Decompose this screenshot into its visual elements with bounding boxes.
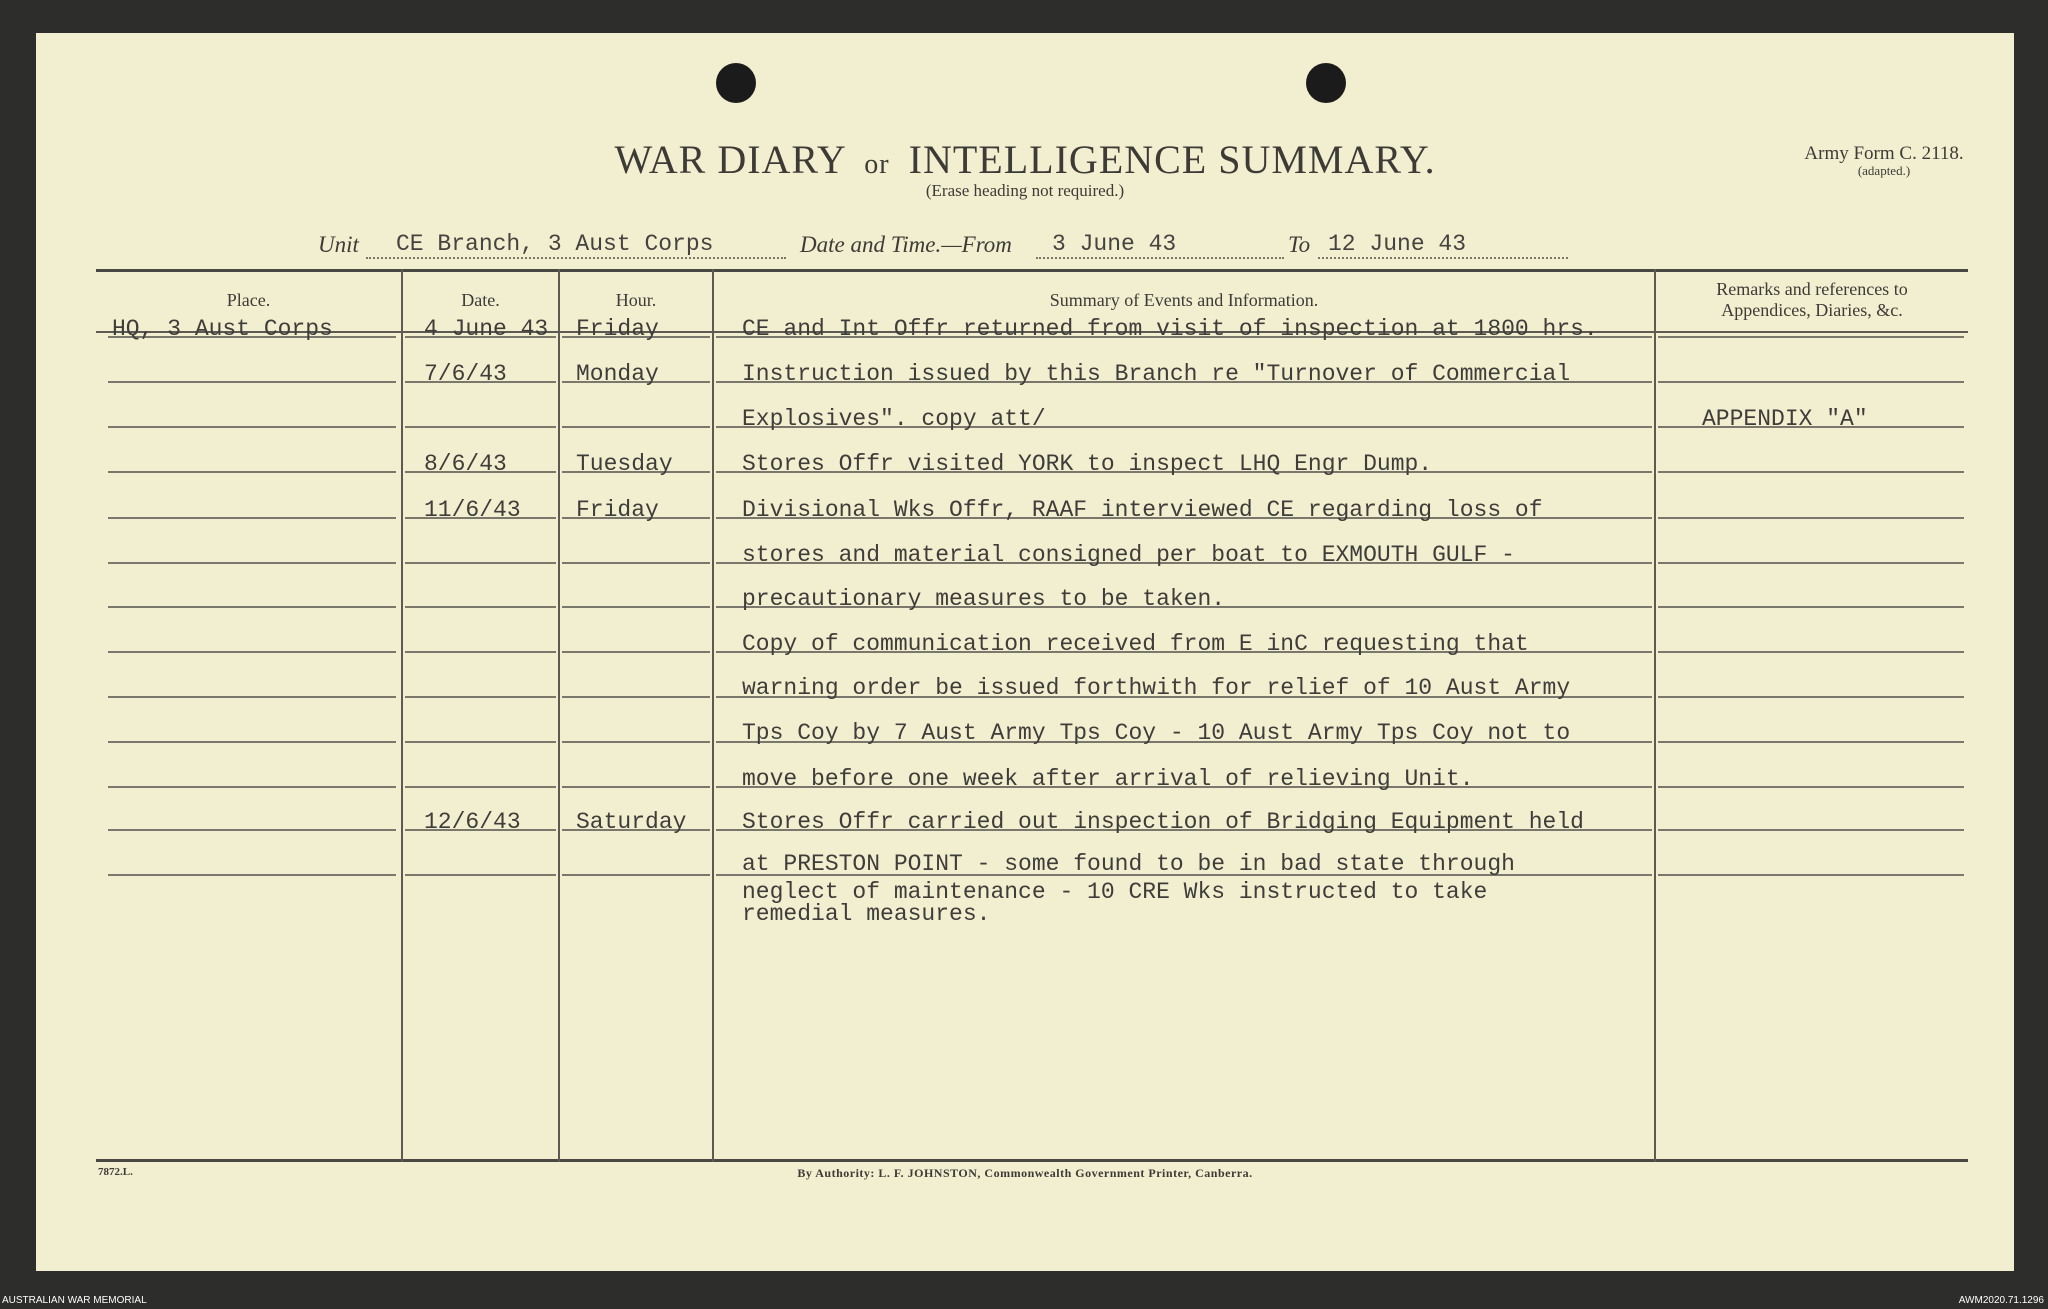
ruled-line bbox=[405, 651, 556, 653]
ruled-line bbox=[405, 606, 556, 608]
ruled-line bbox=[1658, 562, 1964, 564]
col-divider bbox=[401, 269, 403, 1162]
entry-summary: precautionary measures to be taken. bbox=[742, 586, 1226, 612]
col-header-place: Place. bbox=[226, 289, 271, 310]
ruled-line bbox=[108, 696, 396, 698]
ruled-line bbox=[108, 426, 396, 428]
col-divider bbox=[558, 269, 560, 1162]
ruled-line bbox=[108, 381, 396, 383]
entry-date: 7/6/43 bbox=[424, 361, 507, 387]
printer-authority: By Authority: L. F. JOHNSTON, Commonwealth Government Printer, Canberra. bbox=[797, 1166, 1253, 1180]
ruled-line bbox=[405, 696, 556, 698]
entry-summary: warning order be issued forthwith for relief of 10 Aust Army bbox=[742, 675, 1571, 701]
unit-label: Unit bbox=[318, 232, 359, 257]
entry-summary: CE and Int Offr returned from visit of inspection at 1800 hrs. bbox=[742, 316, 1598, 342]
archive-id: AWM2020.71.1296 bbox=[1958, 1295, 2044, 1306]
ruled-line bbox=[405, 786, 556, 788]
entry-summary: Divisional Wks Offr, RAAF interviewed CE regarding loss of bbox=[742, 497, 1543, 523]
ruled-line bbox=[108, 606, 396, 608]
ruled-line bbox=[1658, 829, 1964, 831]
printer-code: 7872.L. bbox=[98, 1166, 133, 1178]
entry-date: 12/6/43 bbox=[424, 809, 521, 835]
entry-date: 4 June 43 bbox=[424, 316, 549, 342]
entry-summary: Stores Offr visited YORK to inspect LHQ Engr Dump. bbox=[742, 451, 1433, 477]
from-date-value: 3 June 43 bbox=[1036, 231, 1284, 259]
entry-place: HQ, 3 Aust Corps bbox=[112, 316, 333, 342]
ruled-line bbox=[562, 786, 710, 788]
remarks-header-line-2: Appendices, Diaries, &c. bbox=[1721, 300, 1903, 320]
entry-hour: Friday bbox=[576, 497, 659, 523]
ruled-line bbox=[1658, 336, 1964, 338]
col-header-remarks bbox=[1656, 269, 1968, 331]
punch-hole bbox=[1306, 63, 1346, 103]
ruled-line bbox=[562, 874, 710, 876]
ruled-line bbox=[562, 651, 710, 653]
table-bottom-rule bbox=[96, 1159, 1968, 1162]
unit-value: CE Branch, 3 Aust Corps bbox=[366, 231, 786, 259]
entry-date: 8/6/43 bbox=[424, 451, 507, 477]
col-divider bbox=[712, 269, 714, 1162]
title-end: INTELLIGENCE SUMMARY. bbox=[908, 137, 1436, 182]
form-title bbox=[36, 136, 2014, 183]
ruled-line bbox=[1658, 741, 1964, 743]
diary-table bbox=[96, 269, 1968, 1162]
ruled-line bbox=[1658, 651, 1964, 653]
ruled-line bbox=[405, 426, 556, 428]
col-divider bbox=[1654, 269, 1656, 1162]
ruled-line bbox=[108, 829, 396, 831]
ruled-line bbox=[562, 696, 710, 698]
ruled-line bbox=[562, 562, 710, 564]
entry-date: 11/6/43 bbox=[424, 497, 521, 523]
punch-hole bbox=[716, 63, 756, 103]
ruled-line bbox=[562, 606, 710, 608]
ruled-line bbox=[1658, 471, 1964, 473]
entry-summary: Explosives". copy att/ bbox=[742, 406, 1046, 432]
ruled-line bbox=[108, 517, 396, 519]
entry-summary: Tps Coy by 7 Aust Army Tps Coy - 10 Aust Army Tps Coy not to bbox=[742, 720, 1571, 746]
archive-credit: AUSTRALIAN WAR MEMORIAL bbox=[2, 1295, 147, 1306]
ruled-line bbox=[405, 562, 556, 564]
remarks-header-line-1: Remarks and references to bbox=[1716, 279, 1908, 299]
to-date-value: 12 June 43 bbox=[1318, 231, 1568, 259]
col-header-hour: Hour. bbox=[615, 289, 657, 310]
entry-summary: remedial measures. bbox=[742, 901, 991, 927]
entry-summary: Instruction issued by this Branch re "Turnover of Commercial bbox=[742, 361, 1571, 387]
title-or: or bbox=[864, 149, 890, 180]
to-label: To bbox=[1288, 232, 1311, 257]
ruled-line bbox=[108, 562, 396, 564]
ruled-line bbox=[108, 786, 396, 788]
col-header-date: Date. bbox=[461, 289, 500, 310]
entry-summary: stores and material consigned per boat to EXMOUTH GULF - bbox=[742, 542, 1515, 568]
entry-hour: Tuesday bbox=[576, 451, 673, 477]
ruled-line bbox=[108, 651, 396, 653]
diary-sheet bbox=[36, 33, 2014, 1271]
entry-hour: Saturday bbox=[576, 809, 687, 835]
army-form-label: Army Form C. 2118. bbox=[1804, 143, 1964, 164]
entry-summary: Copy of communication received from E inC requesting that bbox=[742, 631, 1529, 657]
army-form-sub: (adapted.) bbox=[1857, 163, 1911, 178]
ruled-line bbox=[1658, 874, 1964, 876]
ruled-line bbox=[1658, 786, 1964, 788]
ruled-line bbox=[405, 741, 556, 743]
ruled-line bbox=[405, 874, 556, 876]
ruled-line bbox=[108, 471, 396, 473]
entry-summary: Stores Offr carried out inspection of Bridging Equipment held bbox=[742, 809, 1584, 835]
entry-hour: Friday bbox=[576, 316, 659, 342]
entry-remarks: APPENDIX "A" bbox=[1702, 406, 1868, 432]
entry-summary: move before one week after arrival of relieving Unit. bbox=[742, 766, 1474, 792]
ruled-line bbox=[562, 426, 710, 428]
ruled-line bbox=[1658, 696, 1964, 698]
ruled-line bbox=[1658, 381, 1964, 383]
col-header-summary: Summary of Events and Information. bbox=[1049, 289, 1319, 310]
erase-note: (Erase heading not required.) bbox=[925, 181, 1125, 200]
ruled-line bbox=[1658, 606, 1964, 608]
entry-hour: Monday bbox=[576, 361, 659, 387]
entry-summary: at PRESTON POINT - some found to be in bad state through bbox=[742, 851, 1515, 877]
date-time-label: Date and Time.—From bbox=[800, 232, 1012, 257]
title-main: WAR DIARY bbox=[614, 137, 846, 182]
ruled-line bbox=[562, 741, 710, 743]
ruled-line bbox=[108, 741, 396, 743]
ruled-line bbox=[108, 874, 396, 876]
entry-summary: neglect of maintenance - 10 CRE Wks instructed to take bbox=[742, 879, 1488, 905]
army-form-number bbox=[1774, 143, 1994, 179]
ruled-line bbox=[1658, 517, 1964, 519]
